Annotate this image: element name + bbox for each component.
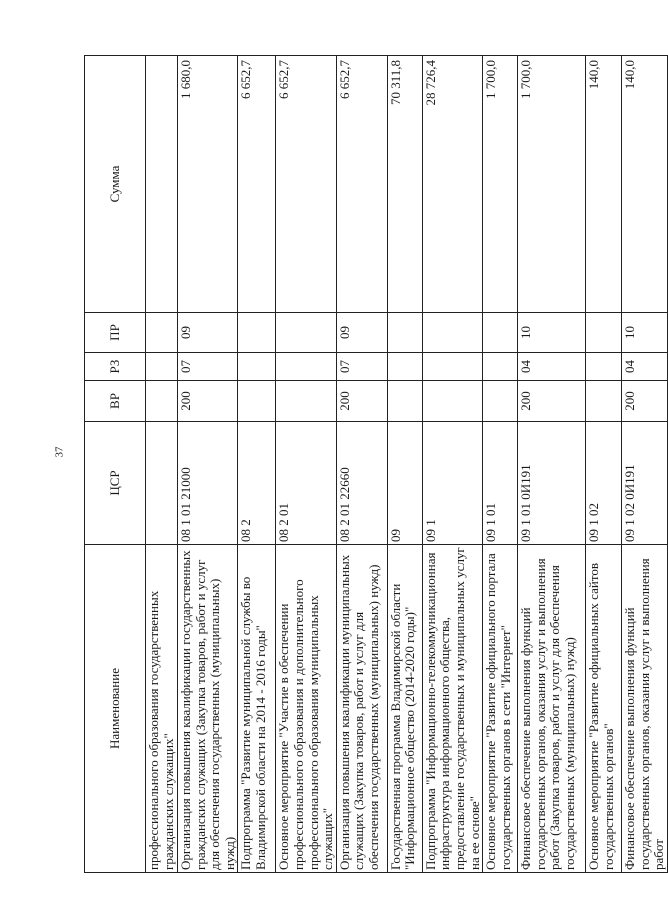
cell-csr: 09 1 02 (586, 422, 622, 545)
cell-rz (146, 353, 178, 381)
cell-csr: 09 1 02 0И191 (622, 422, 668, 545)
table-row (146, 56, 178, 873)
cell-sum: 6 652,7 (238, 56, 276, 313)
cell-sum: 6 652,7 (276, 56, 336, 313)
cell-rz: 07 (336, 353, 387, 381)
cell-csr (146, 422, 178, 545)
cell-name: Финансовое обеспечение выполнения функций государственных органов, оказания услуг и выполнения работ (Закупка товаров, работ и услуг для обеспечения государственных (муниципальных) нужд) (518, 545, 586, 873)
table-row (276, 56, 336, 873)
cell-sum: 1 680,0 (178, 56, 238, 313)
cell-vr: 200 (336, 381, 387, 422)
table-row (178, 56, 238, 873)
cell-vr (483, 381, 518, 422)
cell-vr (146, 381, 178, 422)
rotated-page (84, 56, 667, 873)
cell-name: Подпрограмма "Развитие муниципальной службы во Владимирской области на 2014 - 2016 годы" (238, 545, 276, 873)
cell-csr: 09 (387, 422, 422, 545)
cell-name: Подпрограмма "Информационно-телекоммуникационная инфраструктура информационного общества, предоставление государственных и муниципальных услуг на ее основе" (422, 545, 482, 873)
cell-name: Организация повышения квалификации государственных гражданских служащих (Закупка товаров, работ и услуг для обеспечения государственных (муниципальных) нужд) (178, 545, 238, 873)
cell-pr (483, 313, 518, 353)
cell-vr: 200 (178, 381, 238, 422)
table-row (518, 56, 586, 873)
cell-pr (387, 313, 422, 353)
cell-vr: 200 (622, 381, 668, 422)
cell-csr: 08 2 (238, 422, 276, 545)
cell-pr (276, 313, 336, 353)
cell-rz (276, 353, 336, 381)
table-header-row (85, 56, 146, 873)
header-vr: ВР (85, 381, 146, 422)
cell-name: Государственная программа Владимирской области "Информационное общество (2014-2020 годы)" (387, 545, 422, 873)
cell-pr (586, 313, 622, 353)
header-csr: ЦСР (85, 422, 146, 545)
cell-csr: 08 1 01 21000 (178, 422, 238, 545)
cell-sum: 28 726,4 (422, 56, 482, 313)
cell-name: Основное мероприятие "Развитие официальных сайтов государственных органов" (586, 545, 622, 873)
cell-sum: 140,0 (622, 56, 668, 313)
header-rz: РЗ (85, 353, 146, 381)
cell-rz (483, 353, 518, 381)
header-name: Наименование (85, 545, 146, 873)
cell-name: Основное мероприятие "Участие в обеспечении профессионального образования и дополнительного профессионального образования муниципальных служащих" (276, 545, 336, 873)
cell-pr: 09 (336, 313, 387, 353)
cell-pr (238, 313, 276, 353)
header-sum: Сумма (85, 56, 146, 313)
cell-vr (238, 381, 276, 422)
cell-rz (238, 353, 276, 381)
cell-name: Основное мероприятие "Развитие официального портала государственных органов в сети "Интернет" (483, 545, 518, 873)
cell-pr: 10 (518, 313, 586, 353)
cell-vr (422, 381, 482, 422)
cell-name: профессионального образования государственных гражданских служащих" (146, 545, 178, 873)
budget-table (84, 55, 668, 873)
table-row (387, 56, 422, 873)
header-pr: ПР (85, 313, 146, 353)
cell-name: Организация повышения квалификации муниципальных служащих (Закупка товаров, работ и услуг для обеспечения государственных (муниципальных) нужд) (336, 545, 387, 873)
cell-rz (586, 353, 622, 381)
cell-rz (422, 353, 482, 381)
table-row (622, 56, 668, 873)
cell-vr (586, 381, 622, 422)
cell-rz (387, 353, 422, 381)
cell-rz: 04 (622, 353, 668, 381)
cell-csr: 09 1 (422, 422, 482, 545)
cell-sum (146, 56, 178, 313)
cell-vr (276, 381, 336, 422)
cell-sum: 70 311,8 (387, 56, 422, 313)
table-row (336, 56, 387, 873)
cell-pr: 10 (622, 313, 668, 353)
cell-sum: 1 700,0 (483, 56, 518, 313)
cell-rz: 07 (178, 353, 238, 381)
cell-vr (387, 381, 422, 422)
table-row (483, 56, 518, 873)
table-row (238, 56, 276, 873)
cell-vr: 200 (518, 381, 586, 422)
cell-pr (146, 313, 178, 353)
cell-pr (422, 313, 482, 353)
cell-csr: 09 1 01 0И191 (518, 422, 586, 545)
cell-sum: 1 700,0 (518, 56, 586, 313)
cell-pr: 09 (178, 313, 238, 353)
cell-csr: 09 1 01 (483, 422, 518, 545)
cell-name: Финансовое обеспечение выполнения функций государственных органов, оказания услуг и выполнения работ (622, 545, 668, 873)
cell-sum: 6 652,7 (336, 56, 387, 313)
table-row (422, 56, 482, 873)
table-row (586, 56, 622, 873)
page-number: 37 (53, 446, 66, 458)
cell-sum: 140,0 (586, 56, 622, 313)
cell-csr: 08 2 01 (276, 422, 336, 545)
cell-csr: 08 2 01 22660 (336, 422, 387, 545)
cell-rz: 04 (518, 353, 586, 381)
